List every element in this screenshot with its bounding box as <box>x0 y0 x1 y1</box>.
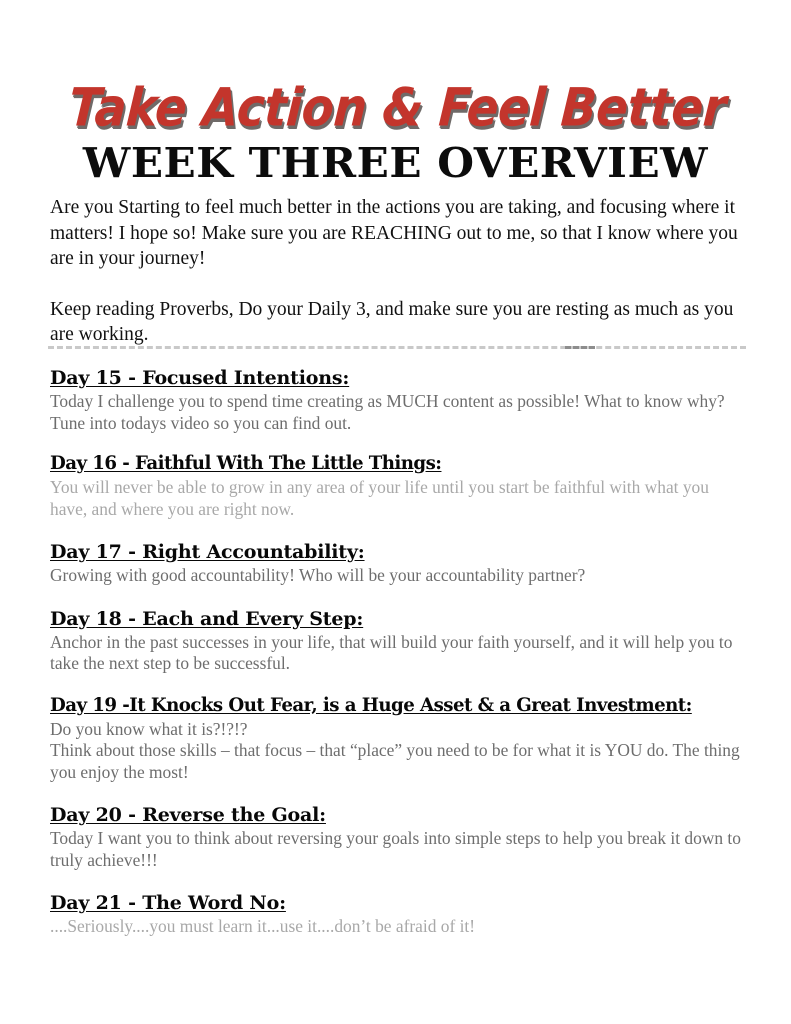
day-heading-18: Day 18 - Each and Every Step: <box>50 607 364 630</box>
day-heading-15: Day 15 - Focused Intentions: <box>50 367 350 389</box>
day-body-17: Growing with good accountability! Who will be your accountability partner? <box>50 565 586 585</box>
day-heading-20: Day 20 - Reverse the Goal: <box>50 804 326 826</box>
day-body-21: ....Seriously....you must learn it...use it....don’t be afraid of it! <box>50 916 476 936</box>
day-heading-16: Day 16 - Faithful With The Little Things: <box>50 453 442 474</box>
day-body-19-line-2: Think about those skills – that focus – that “place” you need to be for what it is YOU do. The thing you enjoy the most! <box>50 740 740 782</box>
day-body-16: You will never be able to grow in any area of your life until you start be faithful with what you have, and where you are right now. <box>50 477 709 519</box>
day-heading-19: Day 19 -It Knocks Out Fear, is a Huge Asset & a Great Investment: <box>50 694 692 716</box>
divider-dashes-accent <box>565 346 595 349</box>
day-body-20: Today I want you to think about reversing your goals into simple steps to help you break it down to truly achieve!!! <box>50 828 741 870</box>
page-title-script: Take Action & Feel Better <box>67 77 728 140</box>
day-section-21 <box>50 891 750 938</box>
document-header <box>0 77 791 187</box>
day-heading-21: Day 21 - The Word No: <box>50 892 286 914</box>
intro-paragraph-2: Keep reading Proverbs, Do your Daily 3, and make sure you are resting as much as you are working. <box>50 298 734 345</box>
day-body-19-line-1: Do you know what it is?!?!? <box>50 718 248 739</box>
day-section-15 <box>50 366 750 434</box>
intro-paragraph-1: Are you Starting to feel much better in the actions you are taking, and focusing where it matters! I hope so! Make sure you are REACHING out to me, so that I know where you are in your journey! <box>50 197 738 269</box>
divider-dashes <box>48 346 746 349</box>
day-body-15: Today I challenge you to spend time creating as MUCH content as possible! What to know why? Tune into todays video so you can find out. <box>50 391 725 433</box>
page-title-main: WEEK THREE OVERVIEW <box>82 139 709 187</box>
section-divider <box>48 345 746 349</box>
day-body-18: Anchor in the past successes in your life, that will build your faith yourself, and it will help you to take the next step to be successful. <box>50 631 733 673</box>
day-list <box>50 366 750 956</box>
day-section-19 <box>50 694 750 784</box>
day-section-17 <box>50 540 750 587</box>
day-section-18 <box>50 607 750 675</box>
day-section-20 <box>50 803 750 871</box>
day-heading-17: Day 17 - Right Accountability: <box>50 541 365 563</box>
day-section-16 <box>50 452 750 520</box>
intro-text <box>50 195 742 348</box>
